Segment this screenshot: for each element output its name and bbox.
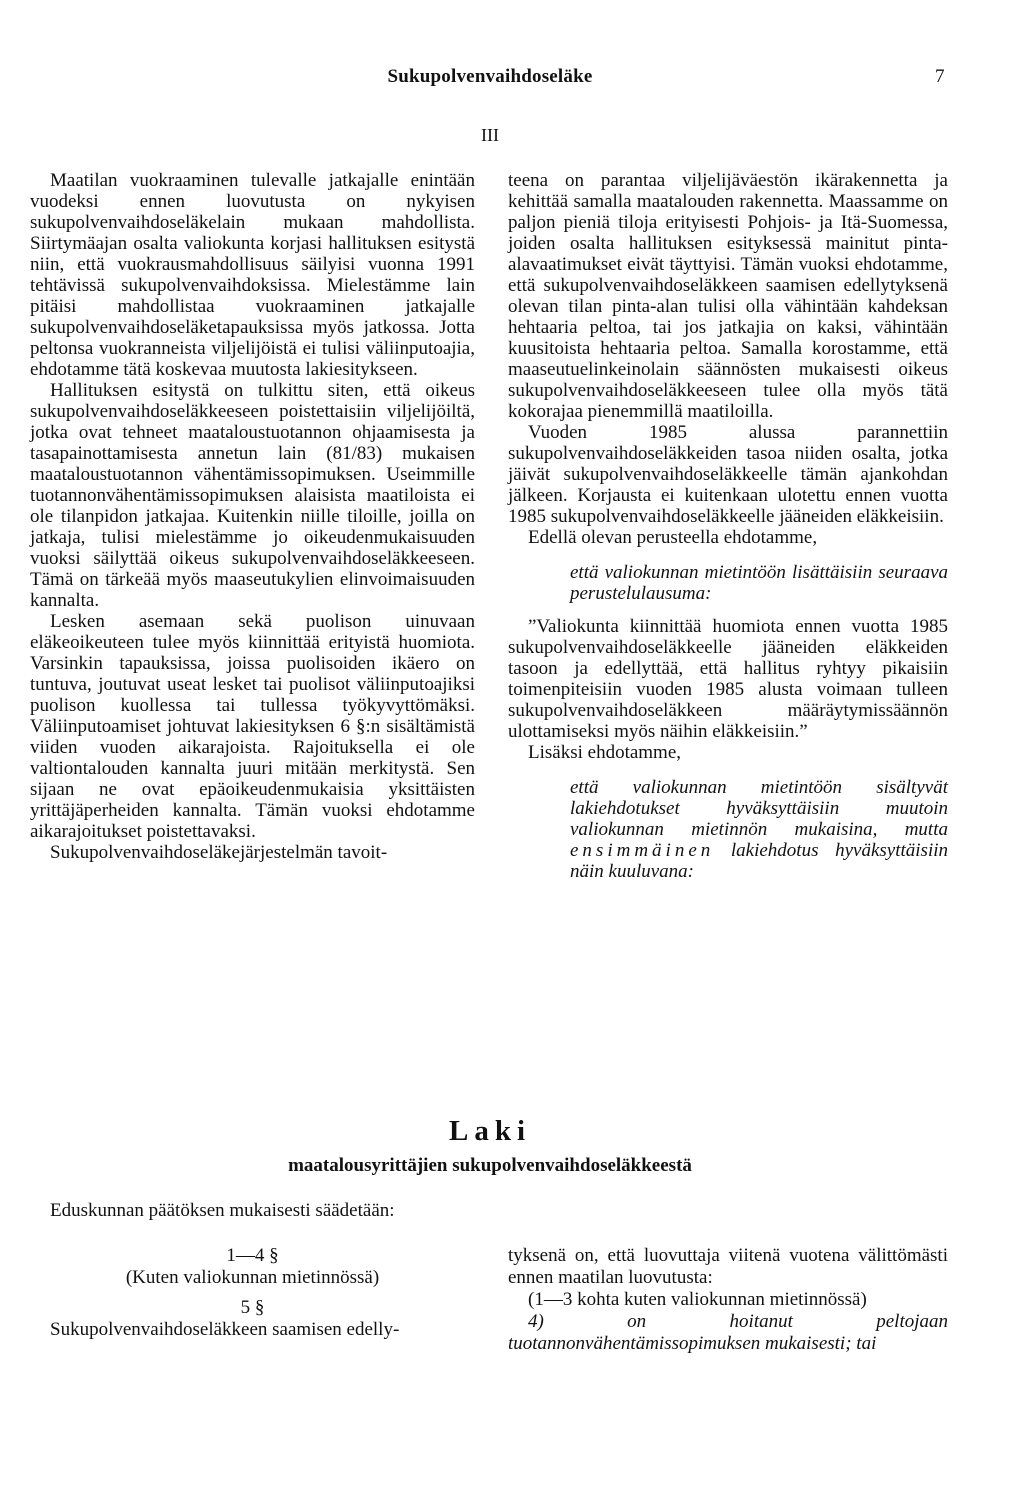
quoted-statement: ”Valiokunta kiinnittää huomiota ennen vuotta 1985 sukupolvenvaihdoseläkkeelle jääneiden eläkkeiden tasoon ja edellyttää, että hallitus ryhtyy pikaisiin toimenpiteisiin vuoden 1985 alusta voimaan tulleen sukupolvenvaihdoseläkkeen määräytymissäännön ulottamiseksi myös näihin eläkkeisiin.” [508, 616, 948, 742]
page-number: 7 [935, 66, 945, 87]
law-title: Laki [448, 1115, 532, 1147]
paragraph: teena on parantaa viljelijäväestön ikärakennetta ja kehittää samalla maatalouden rakennetta. Maassamme on paljon pieniä tiloja erityisesti Pohjois- ja Itä-Suomessa, joiden osalta hallituksen esityksessä mainitut pinta-alavaatimukset eivät täyttyisi. Tämän vuoksi ehdotamme, että sukupolvenvaihdoseläkkeen saamisen edellytyksenä olevan tilan pinta-alan tulisi olla vähintään kahdeksan hehtaaria peltoa, tai jos jatkajia on kaksi, vähintään kuusitoista hehtaaria peltoa. Samalla korostamme, että maaseutuelinkeinolain säännösten mukaisesti oikeus sukupolvenvaihdoseläkkeeseen tulee olla myös tätä kokorajaa pienemmillä maatiloilla. [508, 170, 948, 422]
paragraph: Vuoden 1985 alussa parannettiin sukupolvenvaihdoseläkkeiden tasoa niiden osalta, jotka jäivät sukupolvenvaihdoseläkkeelle tämän ajankohdan jälkeen. Korjausta ei kuitenkaan ulotettu ennen vuotta 1985 sukupolvenvaihdoseläkkeelle jääneiden eläkkeisiin. [508, 422, 948, 527]
law-left-column [30, 1245, 475, 1341]
section-heading: 5 § [240, 1297, 265, 1318]
section-heading: 1—4 § [226, 1245, 279, 1266]
paragraph: Sukupolvenvaihdoseläkejärjestelmän tavoit- [50, 842, 388, 863]
paragraph: Lesken asemaan sekä puolison uinuvaan eläkeoikeuteen tulee myös kiinnittää erityistä huomiota. Varsinkin tapauksissa, joissa puolisoiden ikäero on tuntuva, joutuvat useat lesket tai puolisot väliinputoajiksi puolison kuollessa tai tullessa työkyvyttömäksi. Väliinputoamiset johtuvat lakiesityksen 6 §:n sisältämistä viiden vuoden aikarajoista. Rajoituksella ei ole valtiontalouden kannalta juuri mitään merkitystä. Sen sijaan ne ovat epäoikeudenmukaisia yksittäisten yrittäjäperheiden kannalta. Tämän vuoksi ehdotamme aikarajoitukset poistettavaksi. [30, 611, 475, 842]
law-text-amendment: 4) on hoitanut peltojaan tuotannonvähentämissopimuksen mukaisesti; tai [508, 1311, 948, 1354]
law-subtitle: maatalousyrittäjien sukupolvenvaihdoseläkkeestä [288, 1155, 692, 1176]
law-right-column [508, 1245, 948, 1355]
paragraph: Maatilan vuokraaminen tulevalle jatkajalle enintään vuodeksi ennen luovutusta on nykyisen sukupolvenvaihdoseläkelain mukaan mahdollista. Siirtymäajan osalta valiokunta korjasi hallituksen esitystä niin, että vuokrausmahdollisuus säilyisi vuonna 1991 tehtävissä sukupolvenvaihdoksissa. Mielestämme lain pitäisi mahdollistaa vuokraaminen jatkajalle sukupolvenvaihdoseläketapauksissa myös jatkossa. Jotta peltonsa vuokranneista viljelijöistä ei tulisi väliinputoajia, ehdotamme tätä koskevaa muutosta lakiesitykseen. [30, 170, 475, 380]
law-text: tyksenä on, että luovuttaja viitenä vuotena välittömästi ennen maatilan luovutusta: [508, 1245, 948, 1288]
enactment-clause: Eduskunnan päätöksen mukaisesti säädetään: [50, 1200, 395, 1221]
running-header: Sukupolvenvaihdoseläke [387, 66, 593, 87]
section-numeral: III [481, 125, 499, 145]
paragraph: Hallituksen esitystä on tulkittu siten, että oikeus sukupolvenvaihdoseläkkeeseen poistettaisiin viljelijöiltä, jotka ovat tehneet maataloustuotannon ohjaamisesta ja tasapainottamisesta annetun lain (81/83) mukaisen maataloustuotannon vähentämissopimuksen. Useimmille tuotannonvähentämissopimuksen alaisista maatiloista ei ole tilanpidon jatkajaa. Kuitenkin niille tiloille, joilla on jatkaja, tulisi mielestämme jo oikeudenmukaisuuden vuoksi säilyttää oikeus sukupolvenvaihdoseläkkeeseen. Tämä on tärkeää myös maaseutukylien elinvoimaisuuden kannalta. [30, 380, 475, 611]
paragraph: Lisäksi ehdotamme, [528, 742, 682, 763]
proposal-statement-2 [508, 777, 948, 882]
proposal-text: lakiehdotus hyväksyttäisiin näin kuuluvana: [570, 840, 948, 882]
law-text: (1—3 kohta kuten valiokunnan mietinnössä) [528, 1289, 867, 1310]
left-column [30, 170, 475, 863]
right-column [508, 170, 948, 894]
proposal-statement: että valiokunnan mietintöön lisättäisiin seuraava perustelulausuma: [570, 562, 948, 604]
spaced-word: ensimmäinen [570, 840, 715, 861]
section-text: (Kuten valiokunnan mietinnössä) [125, 1267, 380, 1288]
proposal-text: että valiokunnan mietintöön sisältyvät lakiehdotukset hyväksyttäisiin muutoin valiokunnan mietinnön mukaisina, mutta [570, 777, 948, 840]
paragraph: Edellä olevan perusteella ehdotamme, [528, 527, 818, 548]
section-text: Sukupolvenvaihdoseläkkeen saamisen edelly- [50, 1319, 400, 1340]
